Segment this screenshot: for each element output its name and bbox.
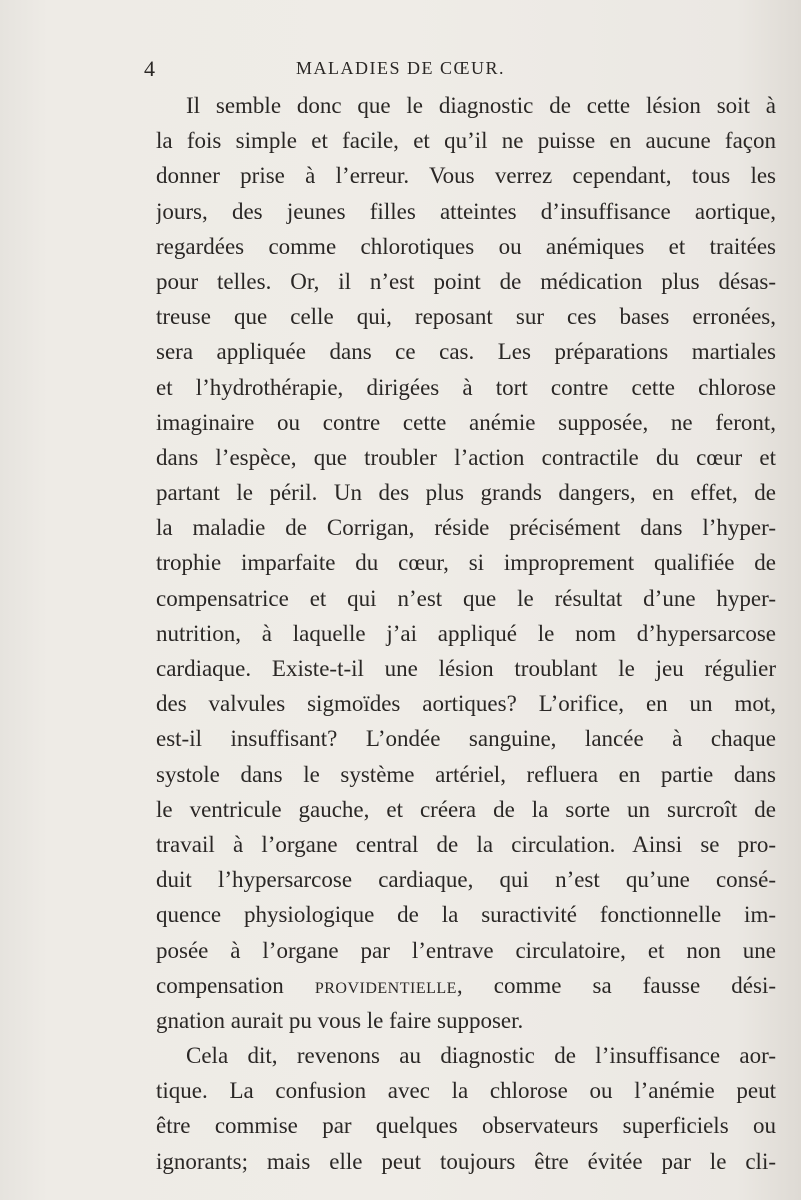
page-number: 4 xyxy=(144,56,155,81)
text-line: systole dans le système artériel, refluera en partie dans xyxy=(156,761,776,787)
text-line: pour telles. Or, il n’est point de médication plus désas- xyxy=(156,268,776,294)
text-line: et l’hydrothérapie, dirigées à tort contre cette chlorose xyxy=(156,374,776,400)
text-line: sera appliquée dans ce cas. Les préparations martiales xyxy=(156,339,776,365)
body-text xyxy=(156,88,776,1179)
running-title: MALADIES DE CŒUR. xyxy=(295,58,505,78)
text-line: Cela dit, revenons au diagnostic de l’insuffisance aor- xyxy=(186,1043,776,1069)
text-line: travail à l’organe central de la circulation. Ainsi se pro- xyxy=(156,831,776,857)
text-run: , comme sa fausse dési- xyxy=(456,972,776,998)
text-line: jours, des jeunes filles atteintes d’insuffisance aortique, xyxy=(156,198,776,224)
text-run: compensation xyxy=(156,972,315,998)
text-line-mixed xyxy=(156,968,776,1003)
text-line: tique. La confusion avec la chlorose ou l’anémie peut xyxy=(156,1078,776,1104)
smallcaps-emphasis: providentielle xyxy=(314,972,457,998)
text-line: nutrition, à laquelle j’ai appliqué le nom d’hypersarcose xyxy=(156,620,776,646)
text-line: le ventricule gauche, et créera de la sorte un surcroît de xyxy=(156,796,776,822)
text-line: est-il insuffisant? L’ondée sanguine, lancée à chaque xyxy=(156,726,776,752)
text-line: ignorants; mais elle peut toujours être évitée par le cli- xyxy=(156,1148,776,1174)
text-line: la fois simple et facile, et qu’il ne puisse en aucune façon xyxy=(156,128,776,154)
text-line: être commise par quelques observateurs superficiels ou xyxy=(156,1113,776,1139)
text-line: dans l’espèce, que troubler l’action contractile du cœur et xyxy=(156,444,776,470)
text-line: partant le péril. Un des plus grands dangers, en effet, de xyxy=(156,480,776,506)
text-line: regardées comme chlorotiques ou anémiques et traitées xyxy=(156,233,776,259)
text-line: quence physiologique de la suractivité fonctionnelle im- xyxy=(156,902,776,928)
text-line: compensatrice et qui n’est que le résultat d’une hyper- xyxy=(156,585,776,611)
text-line: Il semble donc que le diagnostic de cette lésion soit à xyxy=(186,93,776,118)
text-line: imaginaire ou contre cette anémie supposée, ne feront, xyxy=(156,409,776,435)
text-line: la maladie de Corrigan, réside précisément dans l’hyper- xyxy=(156,515,776,541)
text-line: treuse que celle qui, reposant sur ces bases erronées, xyxy=(156,304,776,330)
text-line: gnation aurait pu vous le faire supposer. xyxy=(156,1007,524,1033)
text-line: trophie imparfaite du cœur, si improprement qualifiée de xyxy=(156,550,776,576)
text-line: donner prise à l’erreur. Vous verrez cependant, tous les xyxy=(156,163,776,189)
page-header xyxy=(0,56,801,84)
text-line: posée à l’organe par l’entrave circulatoire, et non une xyxy=(156,937,776,963)
text-line: duit l’hypersarcose cardiaque, qui n’est qu’une consé- xyxy=(156,867,776,893)
text-line: cardiaque. Existe-t-il une lésion troublant le jeu régulier xyxy=(156,656,776,681)
text-line: des valvules sigmoïdes aortiques? L’orifice, en un mot, xyxy=(156,691,776,717)
